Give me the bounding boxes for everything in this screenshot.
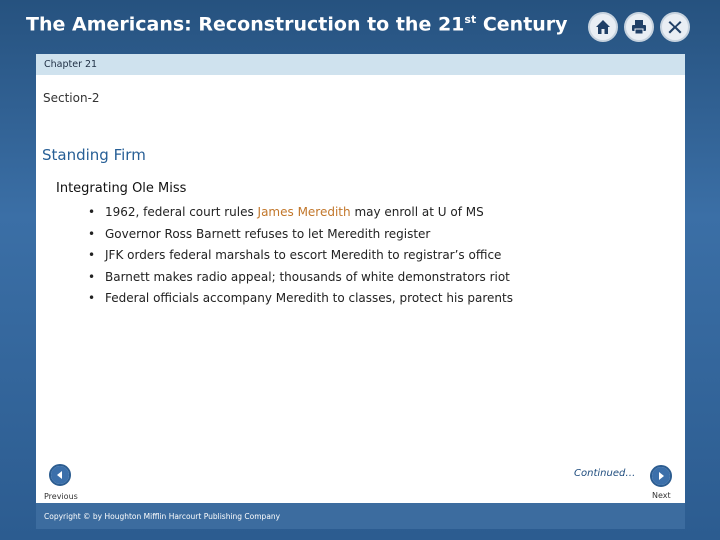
home-icon (594, 18, 612, 36)
list-item (88, 245, 513, 267)
footer-bar (36, 503, 685, 529)
highlighted-name: James Meredith (257, 205, 351, 219)
slide-subheading: Integrating Ole Miss (56, 181, 187, 196)
home-button[interactable] (588, 12, 618, 42)
bullet-text: 1962, federal court rules (105, 205, 258, 219)
next-label[interactable]: Next (652, 491, 671, 500)
bullet-text: may enroll at U of MS (350, 205, 484, 219)
title-superscript: st (464, 13, 477, 26)
bullet-dot: • (88, 248, 96, 263)
next-button[interactable] (650, 465, 672, 487)
content-panel (36, 54, 685, 529)
chapter-label: Chapter 21 (44, 59, 98, 70)
title-main: The Americans: Reconstruction to the 21 (26, 13, 465, 36)
list-item (88, 224, 513, 246)
bullet-dot: • (88, 226, 96, 241)
list-item (88, 202, 513, 224)
top-toolbar (588, 12, 690, 42)
print-button[interactable] (624, 12, 654, 42)
print-icon (630, 18, 648, 36)
list-item (88, 267, 513, 289)
title-end: Century (476, 13, 568, 36)
copyright-text: Copyright © by Houghton Mifflin Harcourt Publishing Company (44, 512, 281, 521)
bullet-dot: • (88, 291, 96, 306)
slide-heading: Standing Firm (42, 146, 146, 164)
list-item (88, 288, 513, 310)
chapter-bar (36, 54, 685, 75)
bullet-text: Governor Ross Barnett refuses to let Meredith register (105, 226, 431, 241)
bullet-text: Barnett makes radio appeal; thousands of white demonstrators riot (105, 269, 510, 284)
bullet-dot: • (88, 205, 96, 219)
continued-label: Continued… (574, 468, 636, 479)
arrow-right-icon (656, 471, 666, 481)
section-label: Section-2 (43, 91, 100, 105)
close-icon (666, 18, 684, 36)
book-title (26, 13, 568, 35)
previous-button[interactable] (49, 464, 71, 486)
bullet-text: JFK orders federal marshals to escort Meredith to registrar’s office (105, 248, 502, 263)
bullet-dot: • (88, 269, 96, 284)
arrow-left-icon (55, 470, 65, 480)
bullet-list (88, 202, 513, 310)
close-button[interactable] (660, 12, 690, 42)
bullet-text: Federal officials accompany Meredith to classes, protect his parents (105, 291, 513, 306)
previous-label[interactable]: Previous (44, 492, 78, 501)
